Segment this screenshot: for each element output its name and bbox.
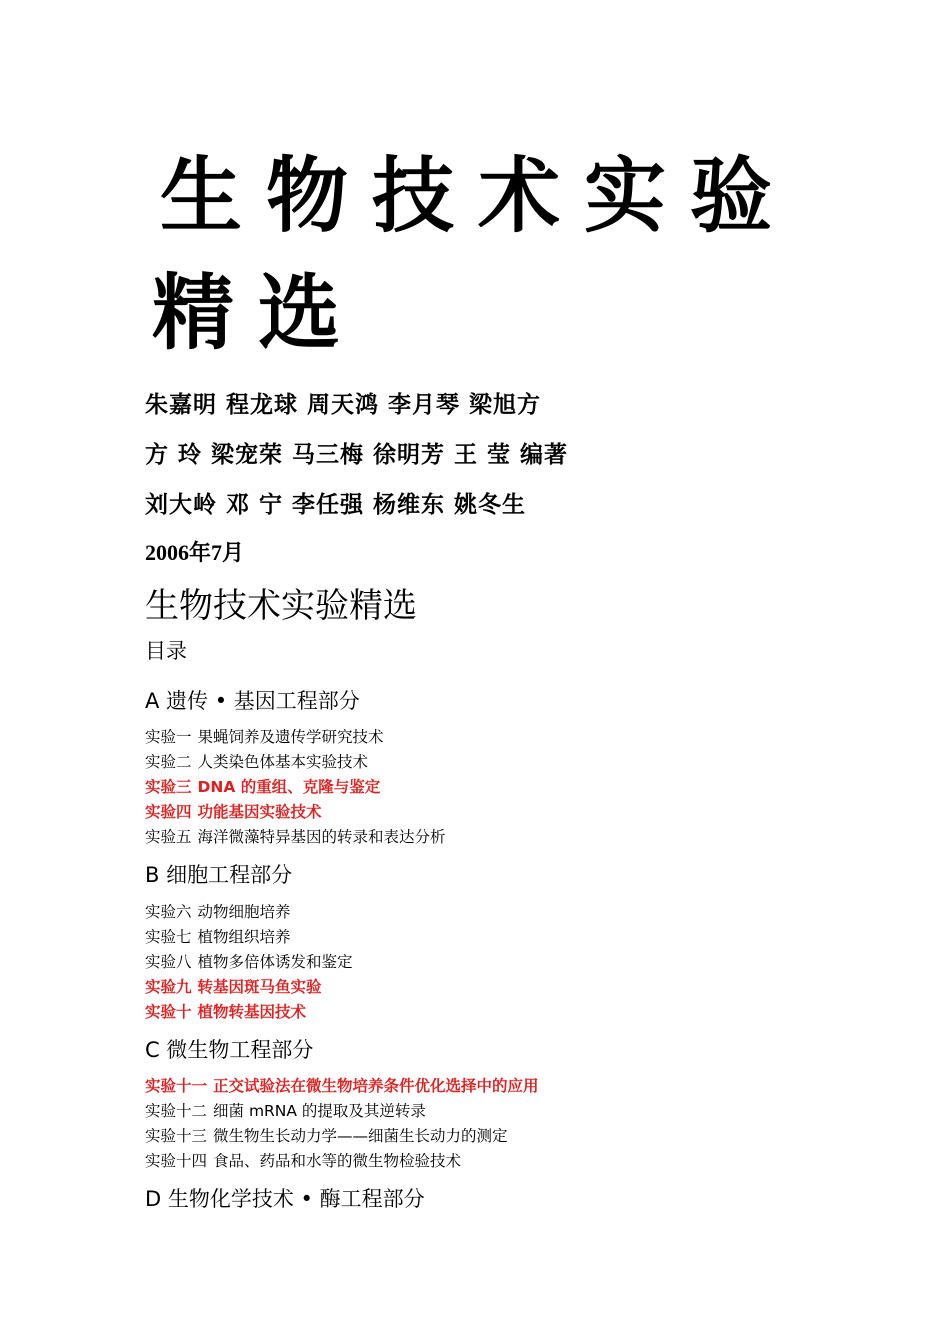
toc-item-number: 实验五 <box>145 828 192 846</box>
toc-item[interactable] <box>145 1149 461 1171</box>
authors-line2: 方 玲 梁宠荣 马三梅 徐明芳 王 莹 编著 <box>145 441 569 468</box>
toc-item-title: 正交试验法在微生物培养条件优化选择中的应用 <box>213 1077 539 1095</box>
toc-item[interactable] <box>145 925 291 947</box>
toc-item[interactable] <box>145 750 368 772</box>
toc-item-number: 实验十二 <box>145 1102 208 1120</box>
book-title: 生物技术实验精选 <box>145 586 417 626</box>
section-d-title: D 生物化学技术 • 酶工程部分 <box>145 1187 425 1211</box>
section-a-title: A 遗传 • 基因工程部分 <box>145 689 360 713</box>
toc-item[interactable] <box>145 900 291 922</box>
toc-item-number: 实验八 <box>145 953 192 971</box>
toc-item[interactable] <box>145 825 446 847</box>
toc-item-title: 植物多倍体诱发和鉴定 <box>197 953 353 971</box>
toc-item-number: 实验十 <box>145 1003 192 1021</box>
authors-line1: 朱嘉明 程龙球 周天鸿 李月琴 梁旭方 <box>145 391 542 418</box>
toc-item-number: 实验一 <box>145 728 192 746</box>
toc-item-title: DNA 的重组、克隆与鉴定 <box>197 778 381 796</box>
toc-item-title: 细菌 mRNA 的提取及其逆转录 <box>213 1102 426 1120</box>
section-c-title: C 微生物工程部分 <box>145 1038 314 1062</box>
authors-line3: 刘大岭 邓 宁 李任强 杨维东 姚冬生 <box>145 491 527 518</box>
toc-item-title: 功能基因实验技术 <box>197 803 322 821</box>
toc-item-title: 动物细胞培养 <box>197 903 291 921</box>
toc-item[interactable] <box>145 1099 426 1121</box>
toc-item[interactable] <box>145 725 384 747</box>
toc-item-title: 果蝇饲养及遗传学研究技术 <box>197 728 384 746</box>
toc-item-number: 实验十一 <box>145 1077 208 1095</box>
toc-item[interactable] <box>145 950 353 972</box>
toc-item-number: 实验七 <box>145 928 192 946</box>
toc-item-number: 实验九 <box>145 978 192 996</box>
toc-item-title: 转基因斑马鱼实验 <box>197 978 322 996</box>
toc-item-highlighted[interactable] <box>145 1000 306 1022</box>
toc-item-highlighted[interactable] <box>145 775 380 797</box>
toc-item-highlighted[interactable] <box>145 975 322 997</box>
toc-item-number: 实验二 <box>145 753 192 771</box>
cover-title-line1: 生物技术实验 <box>160 148 797 244</box>
section-b-title: B 细胞工程部分 <box>145 863 293 887</box>
publish-date: 2006年7月 <box>145 540 245 565</box>
toc-item-number: 实验十四 <box>145 1152 208 1170</box>
toc-item-title: 海洋微藻特异基因的转录和表达分析 <box>197 828 446 846</box>
toc-item-number: 实验六 <box>145 903 192 921</box>
toc-item-number: 实验四 <box>145 803 192 821</box>
toc-item-title: 人类染色体基本实验技术 <box>197 753 369 771</box>
toc-item-number: 实验十三 <box>145 1127 208 1145</box>
toc-item-highlighted[interactable] <box>145 1074 539 1096</box>
toc-heading: 目录 <box>145 639 187 663</box>
toc-item-number: 实验三 <box>145 778 192 796</box>
toc-item-title: 植物转基因技术 <box>197 1003 307 1021</box>
toc-item[interactable] <box>145 1124 508 1146</box>
cover-title-line2: 精选 <box>152 265 365 361</box>
toc-item-title: 微生物生长动力学——细菌生长动力的测定 <box>213 1127 508 1145</box>
toc-item-highlighted[interactable] <box>145 800 322 822</box>
toc-item-title: 植物组织培养 <box>197 928 291 946</box>
toc-item-title: 食品、药品和水等的微生物检验技术 <box>213 1152 462 1170</box>
